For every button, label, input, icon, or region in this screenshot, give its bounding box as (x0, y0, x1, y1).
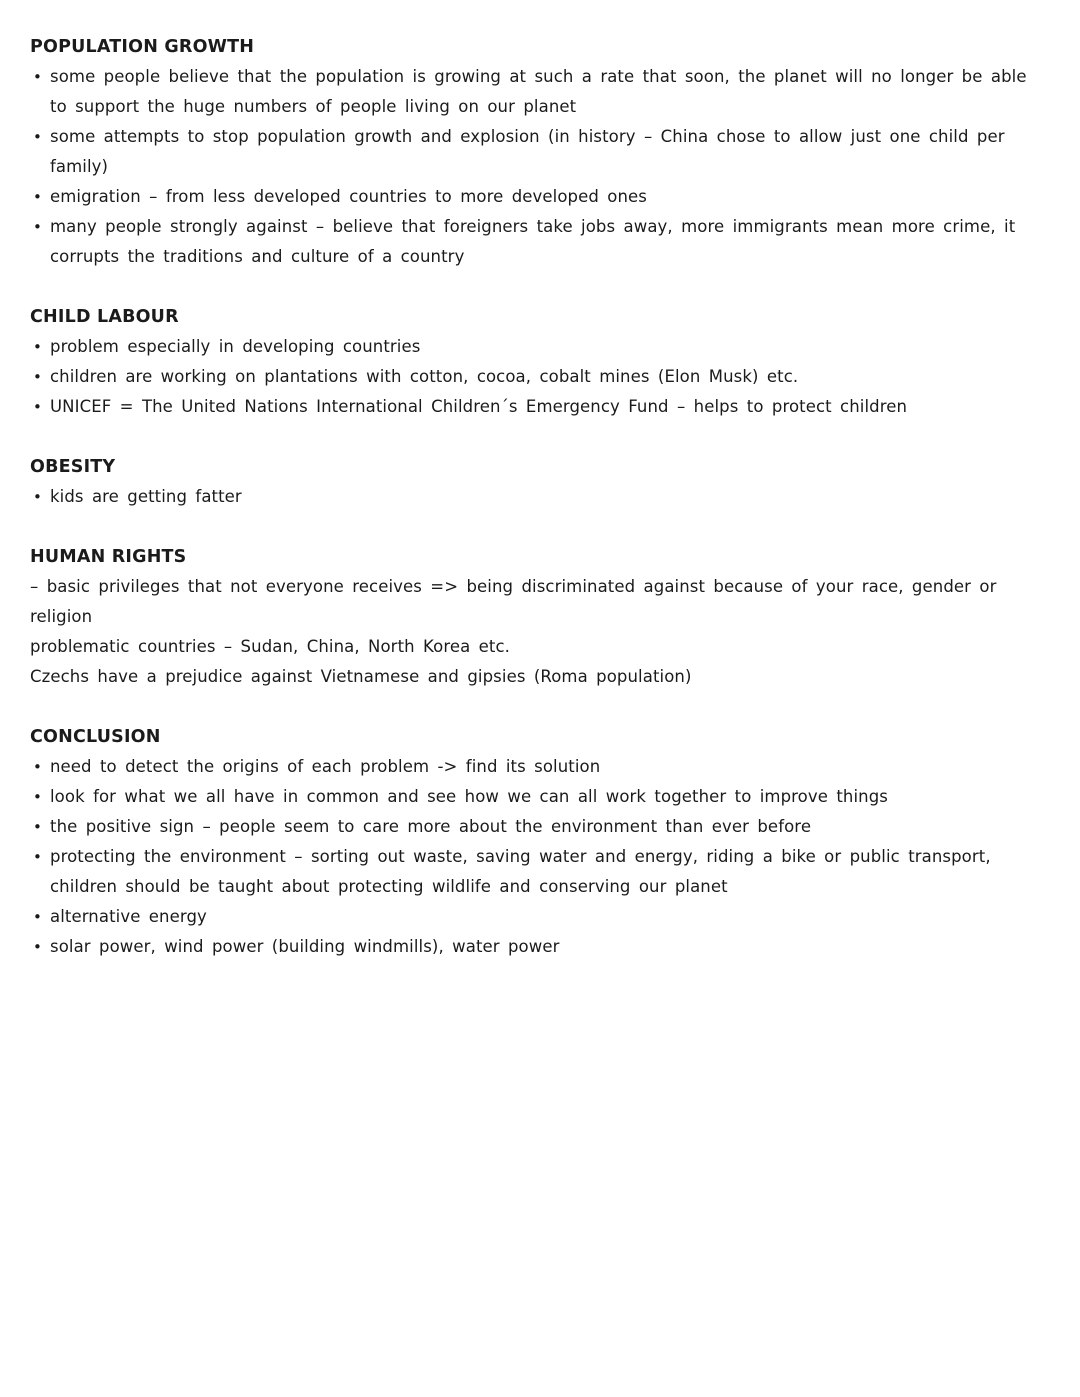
section-heading: CHILD LABOUR (30, 307, 179, 327)
list-item (30, 932, 1042, 962)
bullet-icon: • (33, 338, 42, 356)
bullet-icon: • (33, 788, 42, 806)
list-item (30, 482, 1042, 512)
item-text: need to detect the origins of each problem -> find its solution (50, 757, 601, 776)
item-text: kids are getting fatter (50, 487, 242, 506)
bullet-icon: • (33, 848, 42, 866)
text-line (30, 632, 1042, 662)
bullet-icon: • (33, 908, 42, 926)
section (30, 722, 1042, 962)
section (30, 302, 1042, 422)
item-text: UNICEF = The United Nations International Children´s Emergency Fund – helps to protect children (50, 397, 908, 416)
list-item (30, 212, 1042, 272)
item-text: problematic countries – Sudan, China, North Korea etc. (30, 637, 510, 656)
section (30, 452, 1042, 512)
item-text: solar power, wind power (building windmills), water power (50, 937, 560, 956)
list-item (30, 902, 1042, 932)
text-line (30, 572, 1042, 632)
list-item (30, 362, 1042, 392)
bullet-icon: • (33, 818, 42, 836)
section (30, 542, 1042, 692)
section-heading: OBESITY (30, 457, 116, 477)
bullet-icon: • (33, 938, 42, 956)
item-text: emigration – from less developed countries to more developed ones (50, 187, 647, 206)
bullet-icon: • (33, 398, 42, 416)
list-item (30, 392, 1042, 422)
item-text: some people believe that the population is growing at such a rate that soon, the planet will no longer be able to support the huge numbers of people living on our planet (50, 67, 1027, 116)
item-text: problem especially in developing countries (50, 337, 421, 356)
list-item (30, 182, 1042, 212)
bullet-icon: • (33, 188, 42, 206)
section (30, 32, 1042, 272)
list-item (30, 332, 1042, 362)
item-text: Czechs have a prejudice against Vietnamese and gipsies (Roma population) (30, 667, 692, 686)
bullet-icon: • (33, 368, 42, 386)
text-line (30, 662, 1042, 692)
list-item (30, 812, 1042, 842)
bullet-icon: • (33, 488, 42, 506)
section-heading: POPULATION GROWTH (30, 37, 255, 57)
item-text: protecting the environment – sorting out waste, saving water and energy, riding a bike or public transport, children should be taught about protecting wildlife and conserving our planet (50, 847, 991, 896)
bullet-icon: • (33, 68, 42, 86)
list-item (30, 122, 1042, 182)
item-text: alternative energy (50, 907, 207, 926)
bullet-icon: • (33, 218, 42, 236)
item-text: look for what we all have in common and see how we can all work together to improve things (50, 787, 888, 806)
bullet-icon: • (33, 128, 42, 146)
bullet-icon: • (33, 758, 42, 776)
list-item (30, 752, 1042, 782)
section-heading: HUMAN RIGHTS (30, 547, 187, 567)
list-item (30, 62, 1042, 122)
item-text: – basic privileges that not everyone receives => being discriminated against because of your race, gender or religion (30, 577, 997, 626)
list-item (30, 782, 1042, 812)
item-text: some attempts to stop population growth and explosion (in history – China chose to allow just one child per family) (50, 127, 1005, 176)
item-text: many people strongly against – believe that foreigners take jobs away, more immigrants mean more crime, it corrupts the traditions and culture of a country (50, 217, 1016, 266)
item-text: children are working on plantations with cotton, cocoa, cobalt mines (Elon Musk) etc. (50, 367, 799, 386)
list-item (30, 842, 1042, 902)
section-heading: CONCLUSION (30, 727, 161, 747)
sections (30, 32, 1042, 962)
item-text: the positive sign – people seem to care more about the environment than ever before (50, 817, 812, 836)
